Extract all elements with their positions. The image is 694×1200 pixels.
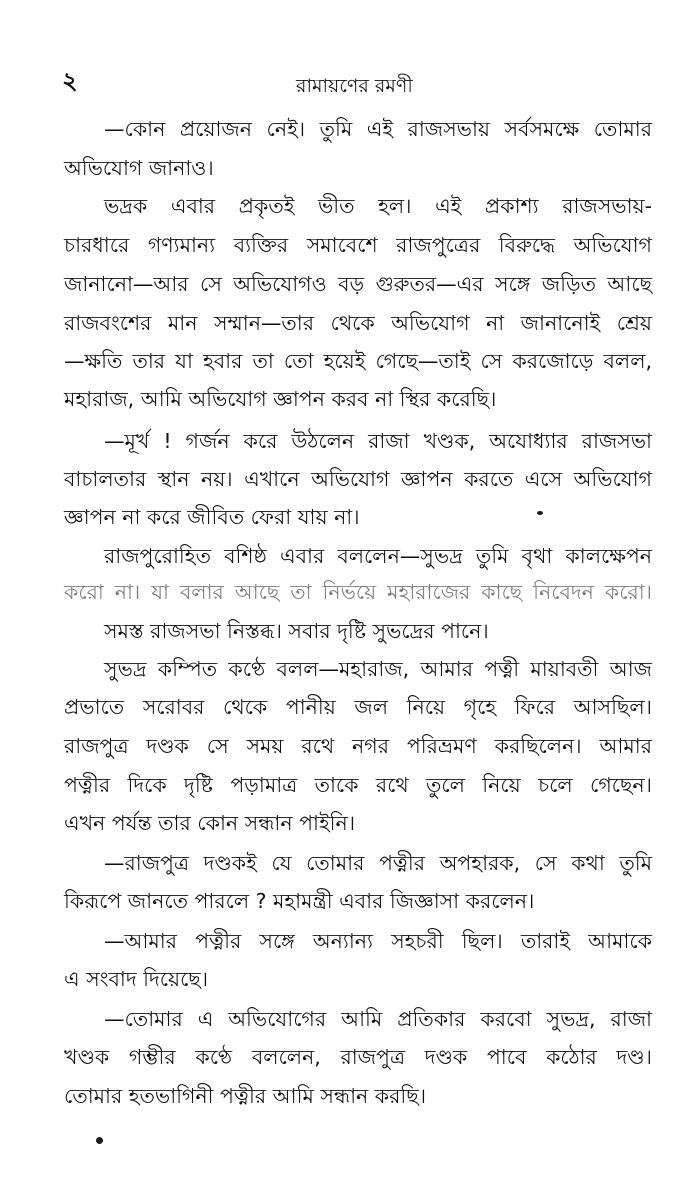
text-line: রাজপুত্র দণ্ডক সে সময় রথে নগর পরিভ্রমণ করছিলেন। আমার	[64, 734, 652, 758]
text-line: —মূর্খ ! গর্জন করে উঠলেন রাজা খণ্ডক, অযোধ্যার রাজসভা	[104, 429, 652, 453]
text-line: এ সংবাদ দিয়েছে।	[64, 967, 209, 991]
running-header-title: রামায়ণের রমণী	[296, 75, 413, 97]
text-line: তোমার হতভাগিনী পত্নীর আমি সন্ধান করছি।	[64, 1084, 427, 1108]
text-line: —আমার পত্নীর সঙ্গে অন্যান্য সহচরী ছিল। তারাই আমাকে	[104, 929, 652, 953]
text-line: —ক্ষতি তার যা হবার তা তো হয়েই গেছে—তাই সে করজোড়ে বলল,	[64, 349, 652, 373]
text-line: —রাজপুত্র দণ্ডকই যে তোমার পত্নীর অপহারক, সে কথা তুমি	[104, 851, 652, 875]
text-line: সমস্ত রাজসভা নিস্তব্ধ। সবার দৃষ্টি সুভদ্রের পানে।	[104, 619, 489, 643]
text-line: রাজপুরোহিত বশিষ্ঠ এবার বললেন—সুভদ্র তুমি বৃথা কালক্ষেপন	[104, 544, 652, 568]
text-line: —তোমার এ অভিযোগের আমি প্রতিকার করবো সুভদ্র, রাজা	[104, 1007, 652, 1031]
text-line: করো না। যা বলার আছে তা নির্ভয়ে মহারাজের কাছে নিবেদন করো।	[64, 580, 652, 604]
page-number: ২	[62, 67, 78, 95]
text-line: এখন পর্যন্ত তার কোন সন্ধান পাইনি।	[64, 811, 356, 835]
text-line: খণ্ডক গম্ভীর কণ্ঠে বললেন, রাজপুত্র দণ্ডক পাবে কঠোর দণ্ড।	[64, 1045, 652, 1069]
text-line: বাচালতার স্থান নয়। এখানে অভিযোগ জ্ঞাপন করতে এসে অভিযোগ	[64, 467, 652, 491]
text-line: চারধারে গণ্যমান্য ব্যক্তির সমাবেশে রাজপুত্রের বিরুদ্ধে অভিযোগ	[64, 233, 652, 257]
text-line: মহারাজ, আমি অভিযোগ জ্ঞাপন করব না স্থির করেছি।	[64, 387, 497, 411]
text-line: প্রভাতে সরোবর থেকে পানীয় জল নিয়ে গৃহে ফিরে আসছিল।	[64, 695, 652, 719]
text-line: জানানো—আর সে অভিযোগও বড় গুরুতর—এর সঙ্গে জড়িত আছে	[64, 272, 652, 296]
text-line: কিরূপে জানতে পারলে ? মহামন্ত্রী এবার জিজ্ঞাসা করলেন।	[64, 889, 535, 913]
ink-dot	[96, 1137, 103, 1144]
ink-speck	[537, 511, 543, 515]
text-line: ভদ্রক এবার প্রকৃতই ভীত হল। এই প্রকাশ্য রাজসভায়-	[104, 194, 652, 218]
text-line: সুভদ্র কম্পিত কণ্ঠে বলল—মহারাজ, আমার পত্নী মায়াবতী আজ	[104, 657, 652, 681]
text-line: জ্ঞাপন না করে জীবিত ফেরা যায় না।	[64, 505, 360, 529]
text-line: পত্নীর দিকে দৃষ্টি পড়ামাত্র তাকে রথে তুলে নিয়ে চলে গেছেন।	[64, 773, 652, 797]
text-line: অভিযোগ জানাও।	[64, 156, 214, 180]
text-line: —কোন প্রয়োজন নেই। তুমি এই রাজসভায় সর্বসমক্ষে তোমার	[104, 117, 652, 141]
text-line: রাজবংশের মান সম্মান—তার থেকে অভিযোগ না জানানোই শ্রেয়	[64, 311, 652, 335]
